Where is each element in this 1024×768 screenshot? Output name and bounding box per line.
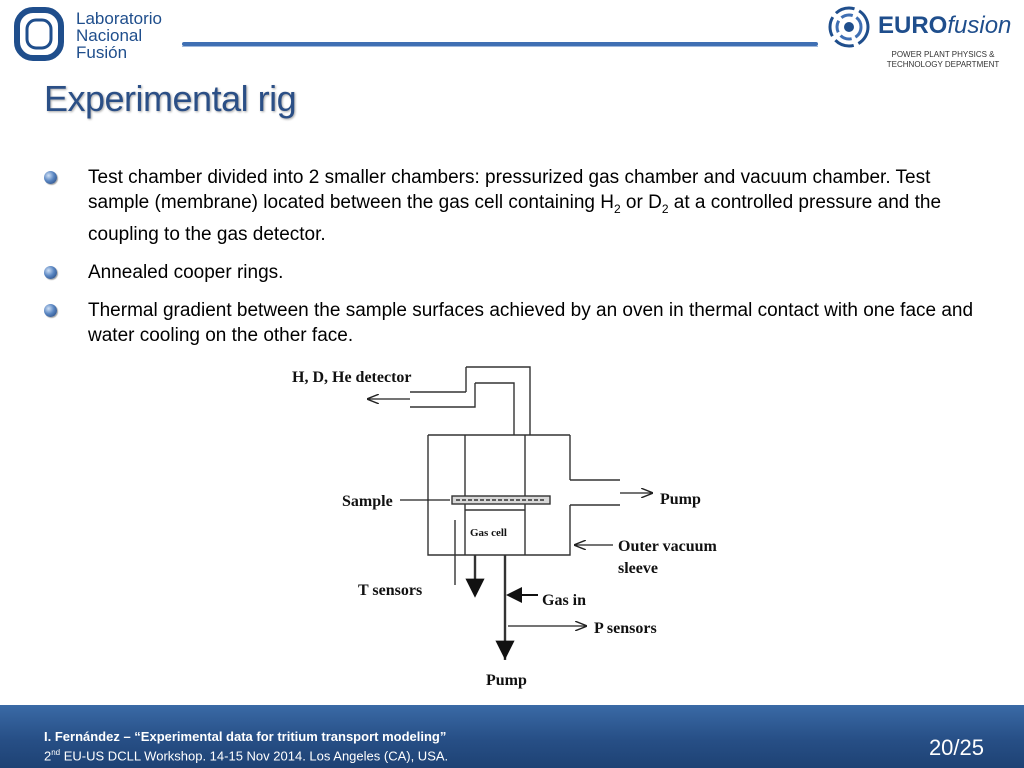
footer-bar <box>0 705 1024 768</box>
label-pump-right: Pump <box>660 491 701 508</box>
label-t-sensors: T sensors <box>358 582 423 599</box>
bullet-item <box>44 260 984 285</box>
laboratorio-nacional-fusion-logo <box>14 6 184 66</box>
slide-title: Experimental rig <box>44 78 297 119</box>
bullet-1-subscript-2: 2 <box>661 201 669 216</box>
eurofusion-brand-suffix: fusion <box>947 12 1012 39</box>
bullet-icon <box>44 266 57 279</box>
label-sample: Sample <box>342 493 393 510</box>
eurofusion-dept-line-2: TECHNOLOGY DEPARTMENT <box>886 60 1000 69</box>
bullet-icon <box>44 171 57 184</box>
label-sleeve: sleeve <box>618 560 658 577</box>
lnf-logo-text <box>76 10 162 61</box>
page-number: 20/25 <box>928 735 984 760</box>
label-p-sensors: P sensors <box>594 620 657 637</box>
label-outer-vacuum: Outer vacuum <box>618 538 717 555</box>
pump-port <box>570 480 620 505</box>
bullet-1-text-a: Test chamber divided into 2 smaller chambers: pressurized gas chamber and vacuum chamber. Test sample (membrane) located between the gas cell containing H <box>88 167 931 213</box>
footer-citation-event <box>44 748 448 763</box>
lnf-logo-line-2: Nacional <box>76 26 143 45</box>
label-gas-in: Gas in <box>542 592 587 609</box>
footer-citation-title: I. Fernández – “Experimental data for tritium transport modeling” <box>44 729 447 744</box>
header-divider-shadow <box>182 46 818 47</box>
eurofusion-brand <box>878 12 1011 40</box>
bullet-item <box>44 165 984 247</box>
bullet-1-text-c: at a controlled pressure and the coupling to the gas detector. <box>88 192 942 245</box>
label-detector: H, D, He detector <box>292 369 412 386</box>
experimental-rig-diagram <box>280 355 740 700</box>
lnf-logo-line-1: Laboratorio <box>76 9 163 28</box>
lnf-logo-icon <box>14 6 66 62</box>
detector-tube-inner <box>475 383 514 435</box>
bullet-3-text: Thermal gradient between the sample surfaces achieved by an oven in thermal contact with one face and water cooling on the other face. <box>88 299 974 346</box>
bullet-1-subscript-1: 2 <box>613 201 621 216</box>
label-pump-bottom: Pump <box>486 672 527 689</box>
label-gas-cell: Gas cell <box>470 527 507 539</box>
eurofusion-logo <box>826 4 1016 72</box>
eurofusion-logo-icon <box>826 4 872 50</box>
detector-outlet <box>410 367 466 392</box>
eurofusion-brand-prefix: EURO <box>878 12 948 39</box>
bullet-item <box>44 298 984 348</box>
bullet-icon <box>44 304 57 317</box>
bullet-1-text-b: or D <box>620 192 662 213</box>
footer-event-number: 2 <box>44 748 52 764</box>
detector-outlet-inner <box>410 383 475 407</box>
bullet-list <box>44 165 984 361</box>
footer-event-text: EU-US DCLL Workshop. 14-15 Nov 2014. Los Angeles (CA), USA. <box>60 748 449 764</box>
rig-schematic <box>280 355 740 700</box>
bullet-2-text: Annealed cooper rings. <box>88 261 284 283</box>
eurofusion-dept-line-1: POWER PLANT PHYSICS & <box>891 50 995 59</box>
eurofusion-dept <box>868 50 1018 70</box>
lnf-logo-line-3: Fusión <box>76 43 128 62</box>
footer-event-ordinal: nd <box>51 748 61 757</box>
